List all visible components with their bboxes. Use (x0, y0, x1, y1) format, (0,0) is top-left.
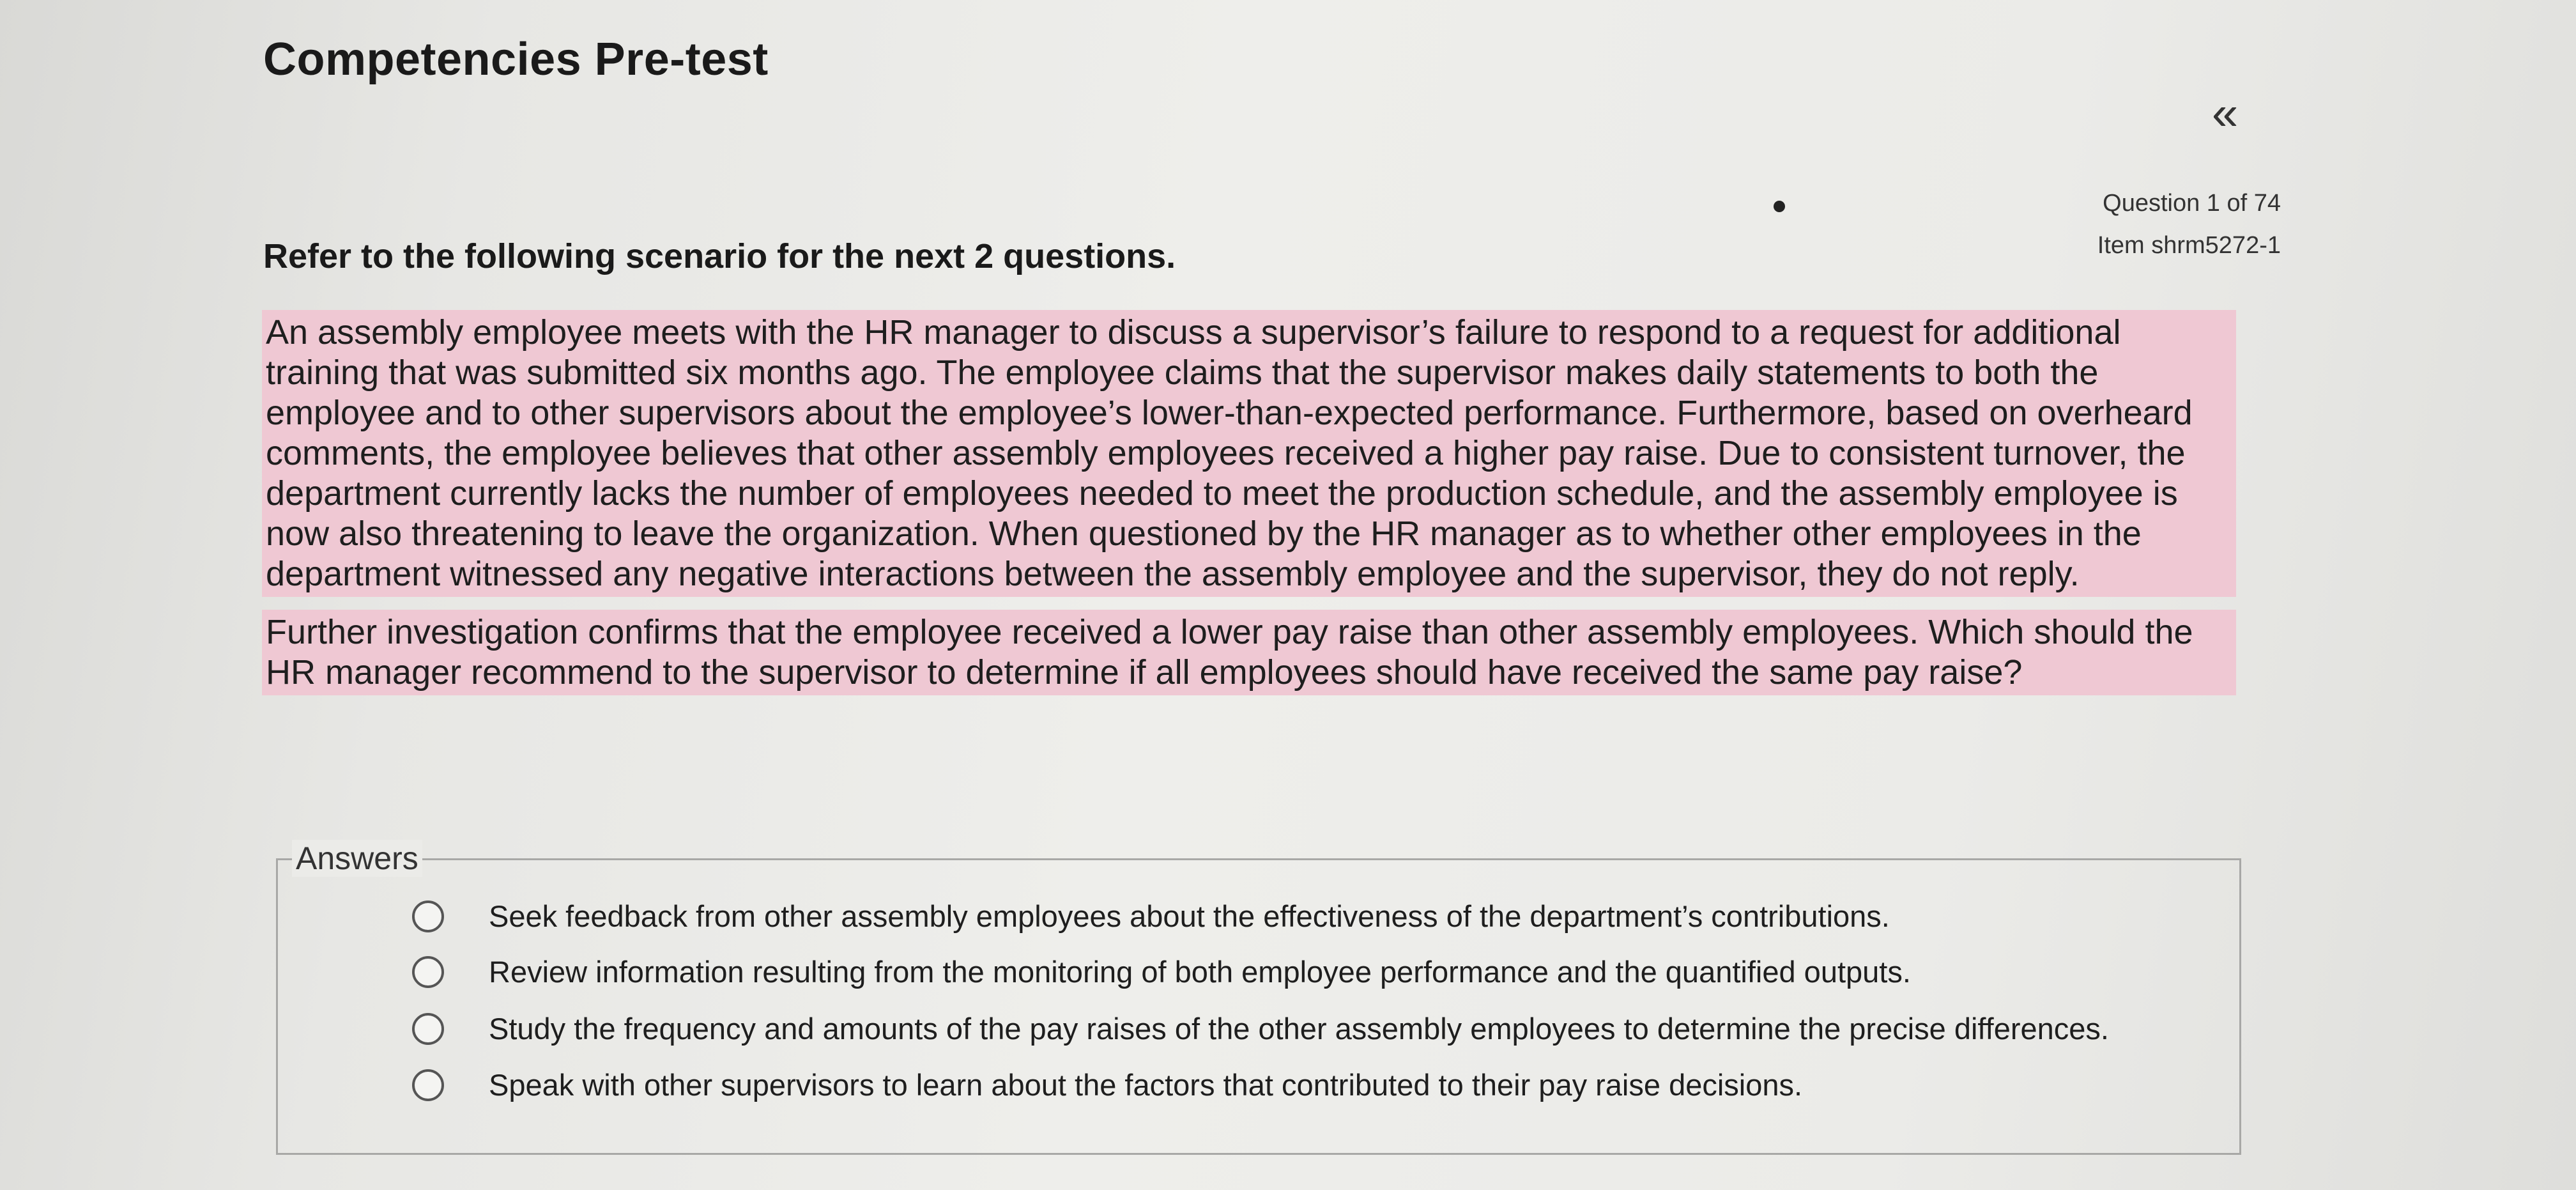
answer-option-4[interactable] (412, 1067, 1802, 1102)
radio-button[interactable] (412, 1069, 444, 1101)
answer-option-3[interactable] (412, 1011, 2109, 1046)
collapse-panel-button[interactable] (2212, 86, 2239, 139)
answer-option-label[interactable]: Review information resulting from the monitoring of both employee performance and the quantified outputs. (489, 955, 1911, 989)
radio-button[interactable] (412, 900, 444, 932)
answer-option-label[interactable]: Seek feedback from other assembly employees about the effectiveness of the department’s contributions. (489, 899, 1890, 933)
scenario-heading: Refer to the following scenario for the next 2 questions. (263, 237, 1176, 275)
cursor-dot (1774, 201, 1785, 212)
double-chevron-left-icon: « (2212, 86, 2239, 139)
answers-legend: Answers (292, 840, 422, 877)
scenario-passage-container (262, 310, 2236, 695)
scenario-passage: An assembly employee meets with the HR manager to discuss a supervisor’s failure to respond to a request for additional training that was submitted six months ago. The employee claims that the supervisor makes daily statements to both the employee and to other supervisors about the employee’s lower-than-expected performance. Furthermore, based on overheard comments, the employee believes that other assembly employees received a higher pay raise. Due to consistent turnover, the department currently lacks the number of employees needed to meet the production schedule, and the assembly employee is now also threatening to leave the organization. When questioned by the HR manager as to whether other employees in the department witnessed any negative interactions between the assembly employee and the supervisor, they do not reply. (262, 310, 2236, 597)
answer-option-1[interactable] (412, 899, 1890, 934)
answer-option-label[interactable]: Speak with other supervisors to learn about the factors that contributed to their pay raise decisions. (489, 1068, 1803, 1102)
question-counter: Question 1 of 74 (2103, 190, 2281, 217)
question-meta (2097, 182, 2281, 267)
answer-option-label[interactable]: Study the frequency and amounts of the pay raises of the other assembly employees to determine the precise differences. (489, 1012, 2109, 1046)
radio-button[interactable] (412, 1013, 444, 1045)
question-stem: Further investigation confirms that the employee received a lower pay raise than other assembly employees. Which should the HR manager recommend to the supervisor to determine if all employees should have received the same pay raise? (262, 610, 2236, 695)
answer-option-2[interactable] (412, 954, 1911, 989)
radio-button[interactable] (412, 956, 444, 988)
page-title: Competencies Pre-test (263, 34, 769, 85)
answers-fieldset (276, 840, 2241, 1155)
item-id: Item shrm5272-1 (2097, 232, 2281, 259)
